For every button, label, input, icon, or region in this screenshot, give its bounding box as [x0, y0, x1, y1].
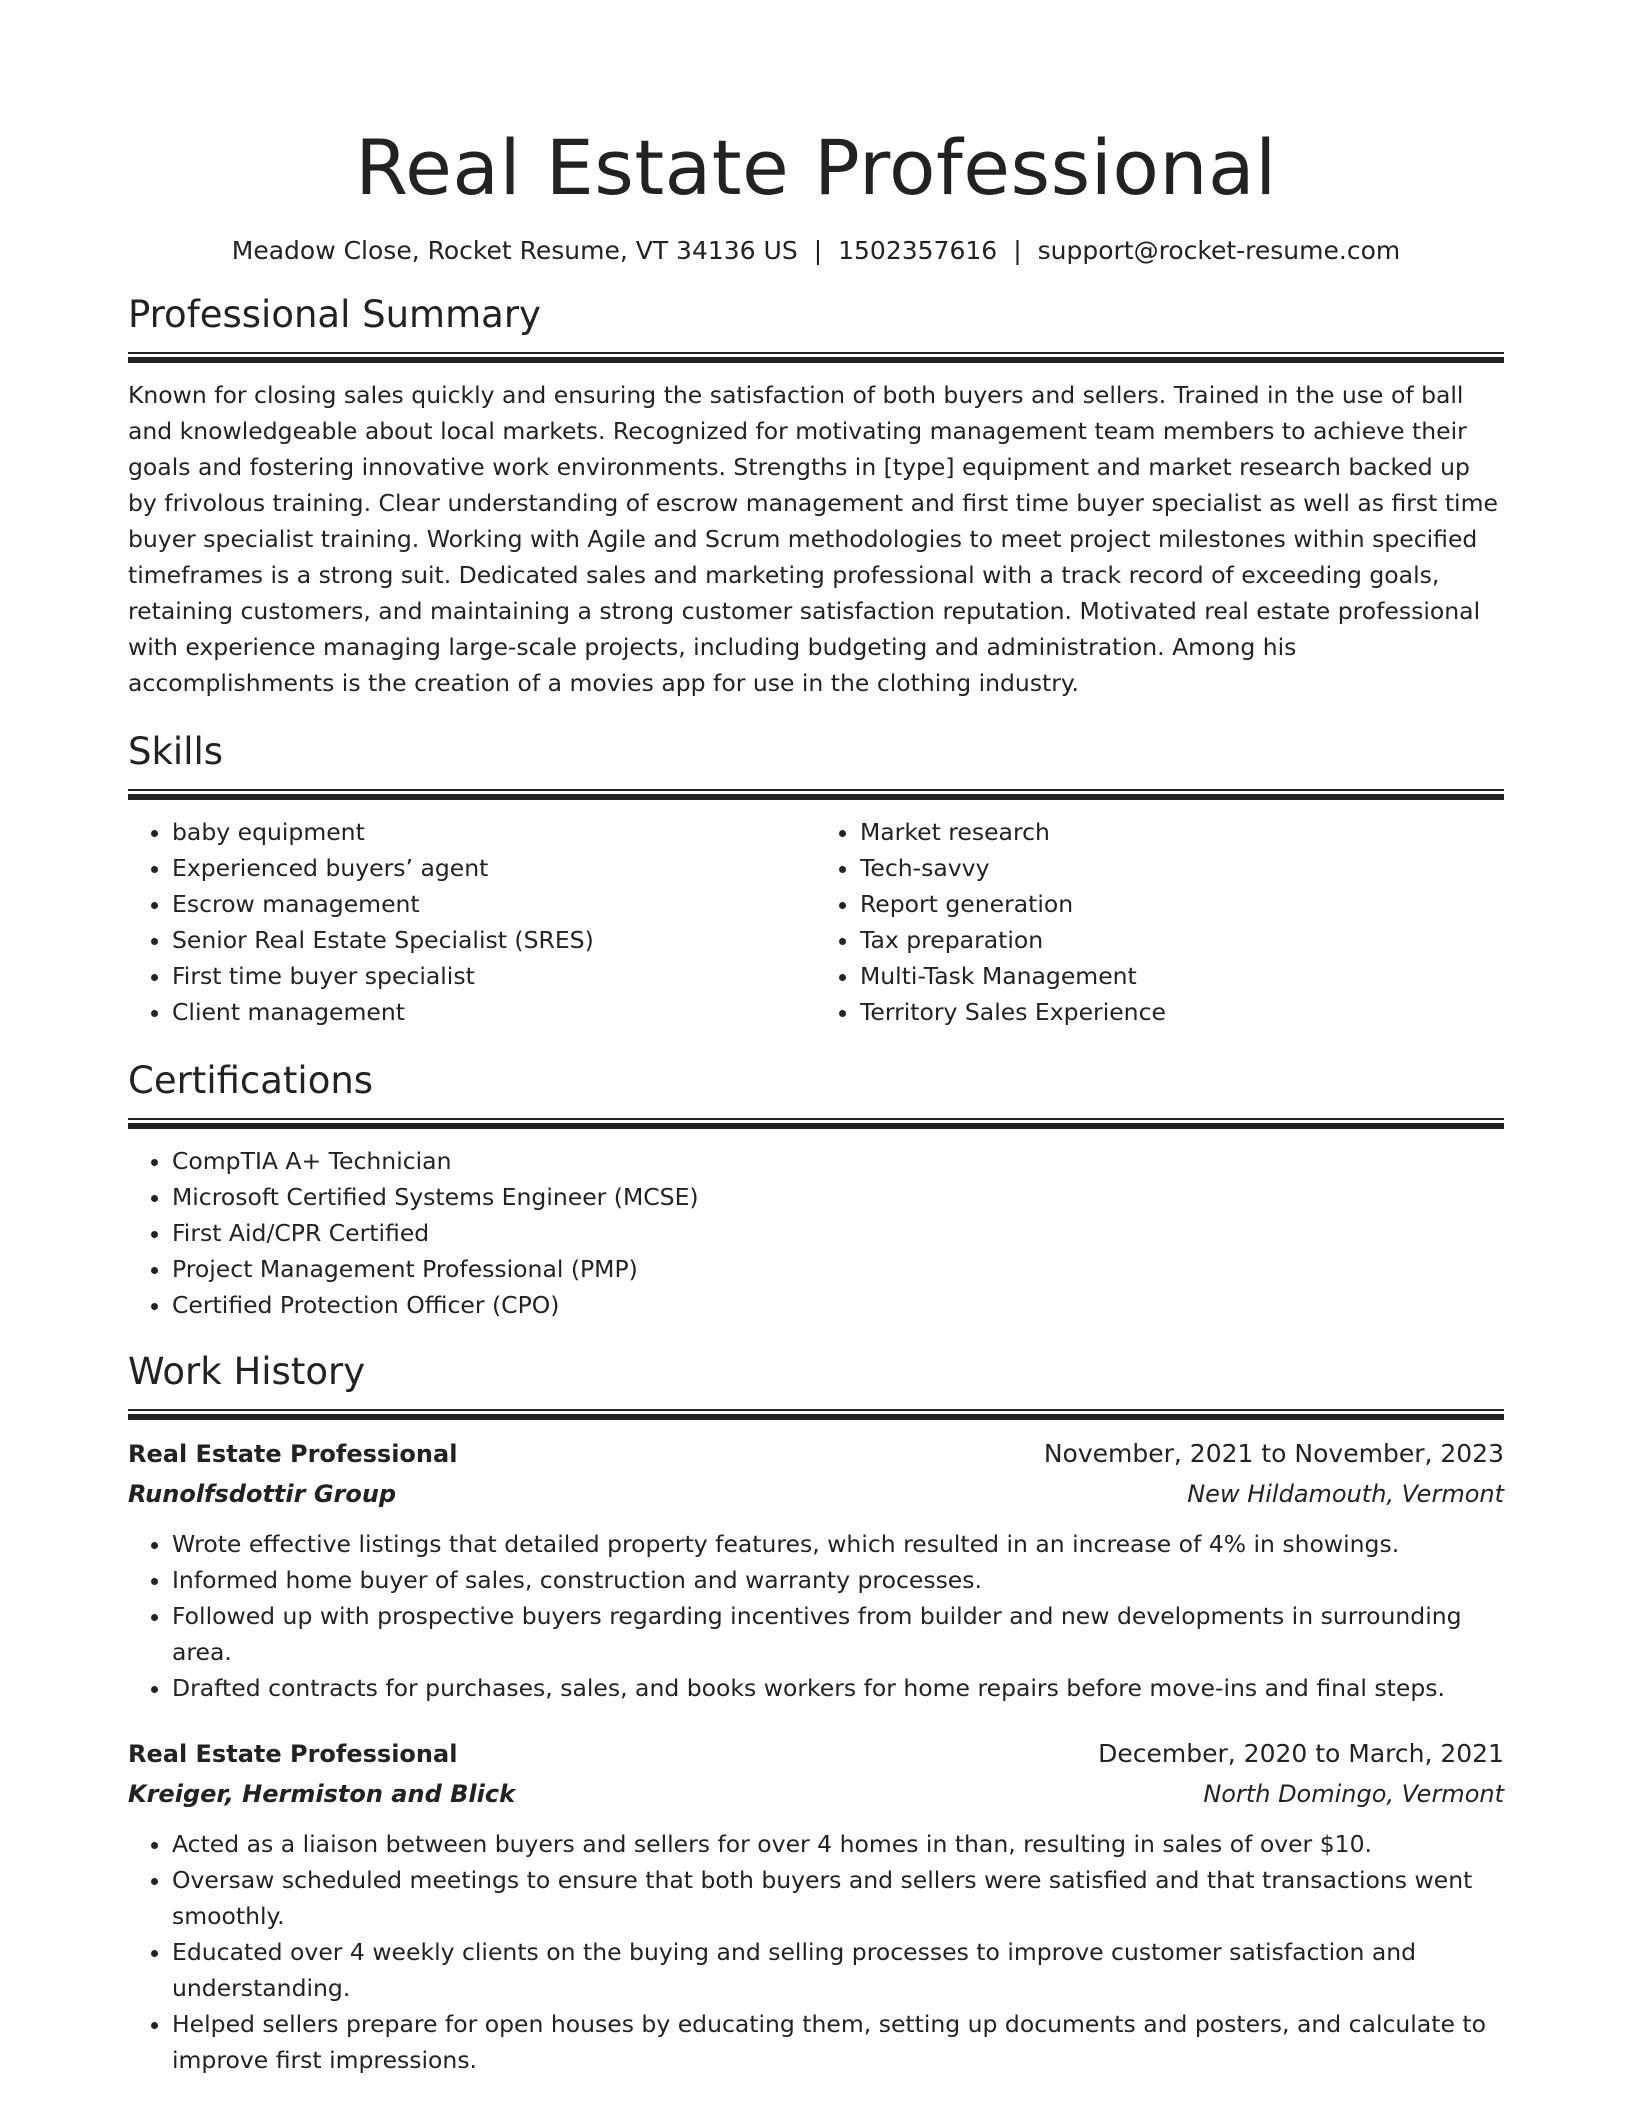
job-subheader	[128, 1774, 1504, 1814]
section-divider	[128, 1118, 1504, 1129]
skills-list-right	[816, 814, 1504, 1030]
job-location: North Domingo, Vermont	[1203, 1780, 1504, 1808]
contact-address: Meadow Close, Rocket Resume, VT 34136 US	[231, 236, 798, 265]
skill-item: • Escrow management	[172, 886, 816, 922]
contact-separator: |	[813, 236, 823, 265]
skill-item: • First time buyer specialist	[172, 958, 816, 994]
job-title: Real Estate Professional	[128, 1740, 458, 1768]
skill-item: • Territory Sales Experience	[860, 994, 1504, 1030]
section-divider	[128, 1409, 1504, 1420]
job-bullet: • Drafted contracts for purchases, sales, and books workers for home repairs before move-ins and final steps.	[172, 1670, 1504, 1706]
job-header	[128, 1734, 1504, 1774]
skill-item: • Experienced buyers’ agent	[172, 850, 816, 886]
job-bullet: • Wrote effective listings that detailed property features, which resulted in an increase of 4% in showings.	[172, 1526, 1504, 1562]
job-dates: November, 2021 to November, 2023	[1043, 1439, 1504, 1468]
contact-separator: |	[1013, 236, 1022, 265]
job-bullet: • Helped sellers prepare for open houses by educating them, setting up documents and posters, and calculate to improve first impressions.	[172, 2006, 1504, 2078]
job-bullet: • Acted as a liaison between buyers and sellers for over 4 homes in than, resulting in sales of over $10.	[172, 1826, 1504, 1862]
certification-item: • Project Management Professional (PMP)	[172, 1251, 1504, 1287]
skill-item: • baby equipment	[172, 814, 816, 850]
certifications-list	[128, 1143, 1504, 1323]
skills-list-left	[128, 814, 816, 1030]
job-bullet: • Followed up with prospective buyers regarding incentives from builder and new developments in surrounding area.	[172, 1598, 1504, 1670]
skill-item: • Multi-Task Management	[860, 958, 1504, 994]
contact-phone: 1502357616	[838, 236, 998, 265]
skills-grid	[128, 814, 1504, 1030]
job-dates: December, 2020 to March, 2021	[1098, 1739, 1504, 1768]
work-history-section	[128, 1347, 1504, 2078]
job-header	[128, 1434, 1504, 1474]
contact-line	[128, 234, 1504, 268]
certification-item: • Certified Protection Officer (CPO)	[172, 1287, 1504, 1323]
job-location: New Hildamouth, Vermont	[1187, 1480, 1504, 1508]
section-divider	[128, 352, 1504, 363]
section-title-skills: Skills	[128, 730, 224, 773]
job-title: Real Estate Professional	[128, 1440, 458, 1468]
skills-section	[128, 727, 1504, 1030]
candidate-name: Real Estate Professional	[355, 123, 1277, 212]
section-title-summary: Professional Summary	[128, 293, 541, 336]
skill-item: • Tech-savvy	[860, 850, 1504, 886]
job-bullet: • Educated over 4 weekly clients on the buying and selling processes to improve customer satisfaction and understanding.	[172, 1934, 1504, 2006]
skill-item: • Tax preparation	[860, 922, 1504, 958]
job-bullets	[128, 1826, 1504, 2078]
job-entry	[128, 1734, 1504, 2078]
summary-text: Known for closing sales quickly and ensuring the satisfaction of both buyers and sellers. Trained in the use of ball and knowledgeable about local markets. Recognized for motivating management team members to achieve their goals and fostering innovative work environments. Strengths in [type] equipment and market research backed up by frivolous training. Clear understanding of escrow management and first time buyer specialist as well as first time buyer specialist training. Working with Agile and Scrum methodologies to meet project milestones within specified timeframes is a strong suit. Dedicated sales and marketing professional with a track record of exceeding goals, retaining customers, and maintaining a strong customer satisfaction reputation. Motivated real estate professional with experience managing large-scale projects, including budgeting and administration. Among his accomplishments is the creation of a movies app for use in the clothing industry.	[128, 381, 1498, 697]
job-bullet: • Oversaw scheduled meetings to ensure that both buyers and sellers were satisfied and that transactions went smoothly.	[172, 1862, 1504, 1934]
job-entry	[128, 1434, 1504, 1706]
summary-section	[128, 290, 1504, 701]
job-company: Runolfsdottir Group	[128, 1480, 397, 1508]
skill-item: • Market research	[860, 814, 1504, 850]
contact-email: support@rocket-resume.com	[1037, 236, 1401, 265]
skill-item: • Report generation	[860, 886, 1504, 922]
certifications-section	[128, 1056, 1504, 1323]
skill-item: • Senior Real Estate Specialist (SRES)	[172, 922, 816, 958]
job-bullet: • Informed home buyer of sales, construction and warranty processes.	[172, 1562, 1504, 1598]
certification-item: • CompTIA A+ Technician	[172, 1143, 1504, 1179]
section-title-work-history: Work History	[128, 1350, 366, 1393]
skill-item: • Client management	[172, 994, 816, 1030]
job-bullets	[128, 1526, 1504, 1706]
section-divider	[128, 789, 1504, 800]
section-title-certifications: Certifications	[128, 1059, 374, 1102]
job-subheader	[128, 1474, 1504, 1514]
job-company: Kreiger, Hermiston and Blick	[128, 1780, 516, 1808]
certification-item: • Microsoft Certified Systems Engineer (MCSE)	[172, 1179, 1504, 1215]
certification-item: • First Aid/CPR Certified	[172, 1215, 1504, 1251]
resume-page	[128, 0, 1504, 2106]
